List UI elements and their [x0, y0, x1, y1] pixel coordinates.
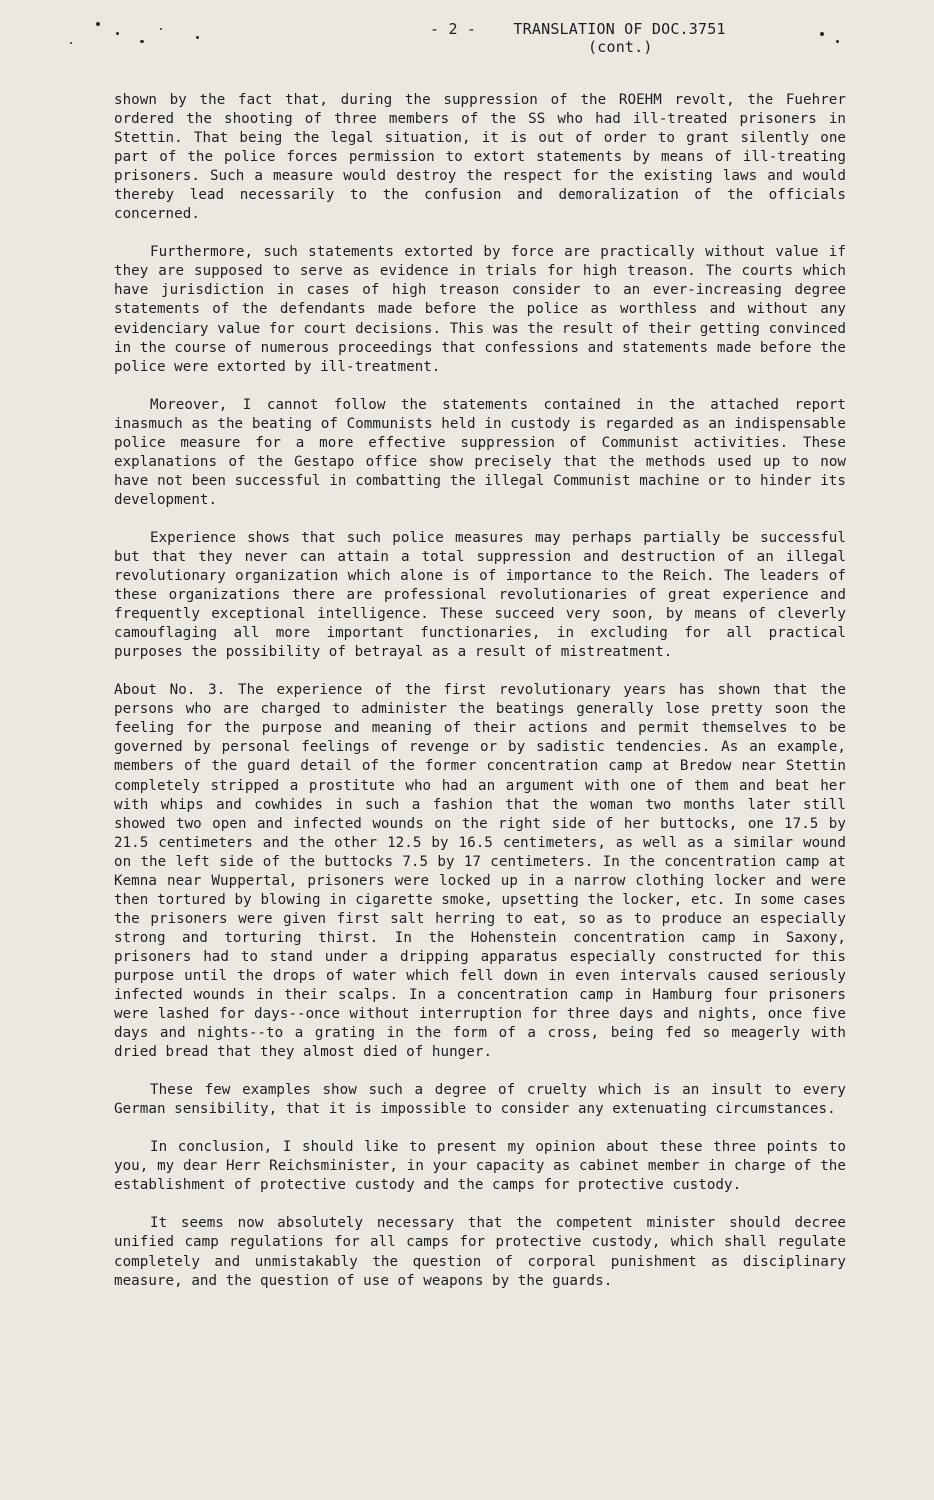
paragraph: It seems now absolutely necessary that the competent minister should decree unified camp regulations for all camps for protective custody, which shall regulate completely and unmistakably the question of corporal punishment as disciplinary measure, and the question of use of weapons by the guards.	[114, 1215, 846, 1289]
page-number: - 2 -	[430, 20, 477, 38]
document-body	[114, 91, 846, 1310]
scan-speck	[140, 40, 144, 43]
scan-speck	[96, 22, 100, 26]
scan-speck	[116, 32, 119, 35]
paragraph: These few examples show such a degree of cruelty which is an insult to every German sensibility, that it is impossible to consider any extenuating circumstances.	[114, 1082, 846, 1118]
paragraph: Furthermore, such statements extorted by force are practically without value if they are supposed to serve as evidence in trials for high treason. The courts which have jurisdiction in cases of high treason consider to an ever-increasing degree statements of the defendants made before the police as worthless and without any evidenciary value for court decisions. This was the result of their getting convinced in the course of numerous proceedings that confessions and statements made before the police were extorted by ill-treatment.	[114, 244, 846, 375]
scan-speck	[160, 28, 162, 30]
scan-speck	[196, 36, 199, 39]
page-header	[430, 20, 830, 56]
paragraph: Moreover, I cannot follow the statements contained in the attached report inasmuch as the beating of Communists held in custody is regarded as an indispensable police measure for a more effective suppression of Communist activities. These explanations of the Gestapo office show precisely that the methods used up to now have not been successful in combatting the illegal Communist machine or to hinder its development.	[114, 396, 846, 508]
paragraph: shown by the fact that, during the suppression of the ROEHM revolt, the Fuehrer ordered the shooting of three members of the SS who had ill-treated prisoners in Stettin. That being the legal situation, it is out of order to grant silently one part of the police forces permission to extort statements by means of ill-treating prisoners. Such a measure would destroy the respect for the existing laws and would thereby lead necessarily to the confusion and demoralization of the officials concerned.	[114, 92, 846, 223]
document-title: TRANSLATION OF DOC.3751	[513, 20, 726, 38]
scan-speck	[70, 42, 72, 44]
continued-label: (cont.)	[588, 38, 653, 56]
scan-speck	[836, 40, 839, 43]
paragraph: Experience shows that such police measures may perhaps partially be successful but that they never can attain a total suppression and destruction of an illegal revolutionary organization which alone is of importance to the Reich. The leaders of these organizations there are professional revolutionaries of great experience and frequently exceptional intelligence. These succeed very soon, by means of cleverly camouflaging all more important functionaries, in excluding for all practical purposes the possibility of betrayal as a result of mistreatment.	[114, 529, 846, 661]
paragraph: In conclusion, I should like to present my opinion about these three points to you, my dear Herr Reichsminister, in your capacity as cabinet member in charge of the establishment of protective custody and the camps for protective custody.	[114, 1139, 846, 1194]
paragraph: About No. 3. The experience of the first revolutionary years has shown that the persons who are charged to administer the beatings generally lose pretty soon the feeling for the purpose and meaning of their actions and permit themselves to be governed by personal feelings of revenge or by sadistic tendencies. As an example, members of the guard detail of the former concentration camp at Bredow near Stettin completely stripped a prostitute who had an argument with one of them and beat her with whips and cowhides in such a fashion that the woman two months later still showed two open and infected wounds on the right side of her buttocks, one 17.5 by 21.5 centimeters and the other 12.5 by 16.5 centimeters, as well as a similar wound on the left side of the buttocks 7.5 by 17 centimeters. In the concentration camp at Kemna near Wuppertal, prisoners were locked up in a narrow clothing locker and were then tortured by blowing in cigarette smoke, upsetting the locker, etc. In some cases the prisoners were given first salt herring to eat, so as to produce an especially strong and torturing thirst. In the Hohenstein concentration camp in Saxony, prisoners had to stand under a dripping apparatus especially constructed for this purpose until the drops of water which fell down in even intervals caused seriously infected wounds in their scalps. In a concentration camp in Hamburg four prisoners were lashed for days--once without interruption for three days and nights, once five days and nights--to a grating in the form of a cross, being fed so meagerly with dried bread that they almost died of hunger.	[114, 682, 846, 1061]
